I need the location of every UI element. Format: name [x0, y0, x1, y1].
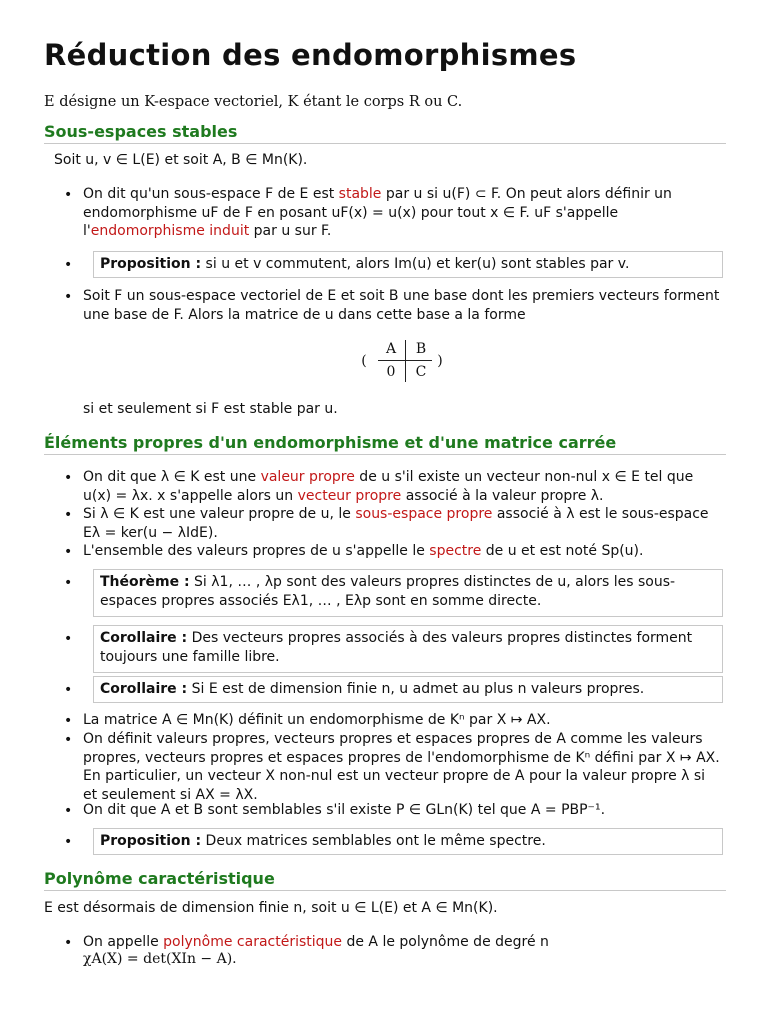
list-item-matrix-eigen: On définit valeurs propres, vecteurs propres et espaces propres de A comme les valeurs propres, vecteurs propres et espaces propres de l'endomorphisme de Kⁿ défini par X ↦ AX. En particulier, un vecteur X non-nul est un vecteur propre de A pour la valeur propre λ si et seulement si AX = λX. — [83, 731, 720, 803]
section-heading-characteristic-polynomial: Polynôme caractéristique — [44, 869, 275, 888]
matrix-right-paren: ) — [437, 353, 443, 369]
term-stable: stable — [338, 186, 382, 202]
matrix-vertical-line — [405, 340, 406, 382]
block-matrix — [361, 338, 443, 384]
section-lead: Soit u, v ∈ L(E) et soit A, B ∈ Mn(K). — [54, 152, 308, 168]
matrix-cell-b: B — [415, 341, 427, 357]
term-characteristic-polynomial: polynôme caractéristique — [163, 934, 343, 950]
bullet-icon: • — [64, 470, 73, 486]
matrix-cell-zero: 0 — [386, 364, 396, 380]
section-heading-eigen-elements: Éléments propres d'un endomorphisme et d'une matrice carrée — [44, 433, 617, 452]
section-heading-stable-subspaces: Sous-espaces stables — [44, 122, 238, 141]
list-item-stable-definition: On dit qu'un sous-espace F de E est stable par u si u(F) ⊂ F. On peut alors définir un endomorphisme uF de F en posant uF(x) = u(x) pour tout x ∈ F. uF s'appelle l'endomorphisme induit par u sur F. — [83, 186, 672, 239]
corollary-box: Corollaire : Des vecteurs propres associés à des valeurs propres distinctes forment toujours une famille libre. — [93, 625, 723, 673]
intro-text: E désigne un K-espace vectoriel, K étant le corps R ou C. — [44, 94, 463, 110]
bullet-icon: • — [64, 507, 73, 523]
characteristic-polynomial-formula: χA(X) = det(XIn − A). — [83, 951, 237, 967]
bullet-icon: • — [64, 631, 73, 647]
term-induced-endomorphism: endomorphisme induit — [90, 223, 250, 239]
list-item-spectrum: L'ensemble des valeurs propres de u s'appelle le spectre de u et est noté Sp(u). — [83, 543, 644, 559]
list-item-block-matrix: Soit F un sous-espace vectoriel de E et soit B une base dont les premiers vecteurs forment une base de F. Alors la matrice de u dans cette base a la forme — [83, 288, 720, 323]
theorem-label: Théorème : — [100, 574, 190, 590]
bullet-icon: • — [64, 713, 73, 729]
corollary-box: Corollaire : Si E est de dimension finie n, u admet au plus n valeurs propres. — [93, 676, 723, 703]
matrix-cell-c: C — [415, 364, 427, 380]
bullet-icon: • — [64, 187, 73, 203]
section-divider — [44, 454, 726, 455]
matrix-horizontal-line — [378, 360, 432, 361]
stable-condition-text: si et seulement si F est stable par u. — [83, 401, 338, 417]
term-eigenvector: vecteur propre — [297, 487, 402, 504]
corollary-label: Corollaire : — [100, 681, 188, 697]
bullet-icon: • — [64, 732, 73, 748]
bullet-icon: • — [64, 834, 73, 850]
section-divider — [44, 143, 726, 144]
bullet-icon: • — [64, 257, 73, 273]
term-eigenvalue: valeur propre — [260, 469, 355, 485]
bullet-icon: • — [64, 803, 73, 819]
list-item-eigenvalue: On dit que λ ∈ K est une valeur propre de u s'il existe un vecteur non-nul x ∈ E tel que u(x) = λx. x s'appelle alors un vecteur propre associé à la valeur propre λ. — [83, 469, 694, 504]
section-divider — [44, 890, 726, 891]
proposition-box: Proposition : Deux matrices semblables ont le même spectre. — [93, 828, 723, 855]
matrix-cell-a: A — [385, 341, 397, 357]
list-item-matrix-endomorphism: La matrice A ∈ Mn(K) définit un endomorphisme de Kⁿ par X ↦ AX. — [83, 712, 551, 728]
proposition-label: Proposition : — [100, 256, 202, 272]
bullet-icon: • — [64, 289, 73, 305]
term-eigenspace: sous-espace propre — [355, 506, 493, 522]
list-item-eigenspace: Si λ ∈ K est une valeur propre de u, le sous-espace propre associé à λ est le sous-espace Eλ = ker(u − λIdE). — [83, 506, 709, 541]
bullet-icon: • — [64, 682, 73, 698]
bullet-icon: • — [64, 544, 73, 560]
theorem-box: Théorème : Si λ1, … , λp sont des valeurs propres distinctes de u, alors les sous-espaces propres associés Eλ1, … , Eλp sont en somme directe. — [93, 569, 723, 617]
list-item-similar-matrices: On dit que A et B sont semblables s'il existe P ∈ GLn(K) tel que A = PBP⁻¹. — [83, 802, 606, 818]
proposition-box: Proposition : si u et v commutent, alors Im(u) et ker(u) sont stables par v. — [93, 251, 723, 278]
matrix-left-paren: ( — [361, 353, 367, 369]
page-title: Réduction des endomorphismes — [44, 38, 577, 72]
bullet-icon: • — [64, 935, 73, 951]
corollary-label: Corollaire : — [100, 630, 188, 646]
bullet-icon: • — [64, 575, 73, 591]
section-lead: E est désormais de dimension finie n, soit u ∈ L(E) et A ∈ Mn(K). — [44, 900, 498, 916]
list-item-characteristic-polynomial: On appelle polynôme caractéristique de A le polynôme de degré n — [83, 934, 549, 950]
term-spectrum: spectre — [429, 543, 482, 559]
proposition-label: Proposition : — [100, 833, 202, 849]
